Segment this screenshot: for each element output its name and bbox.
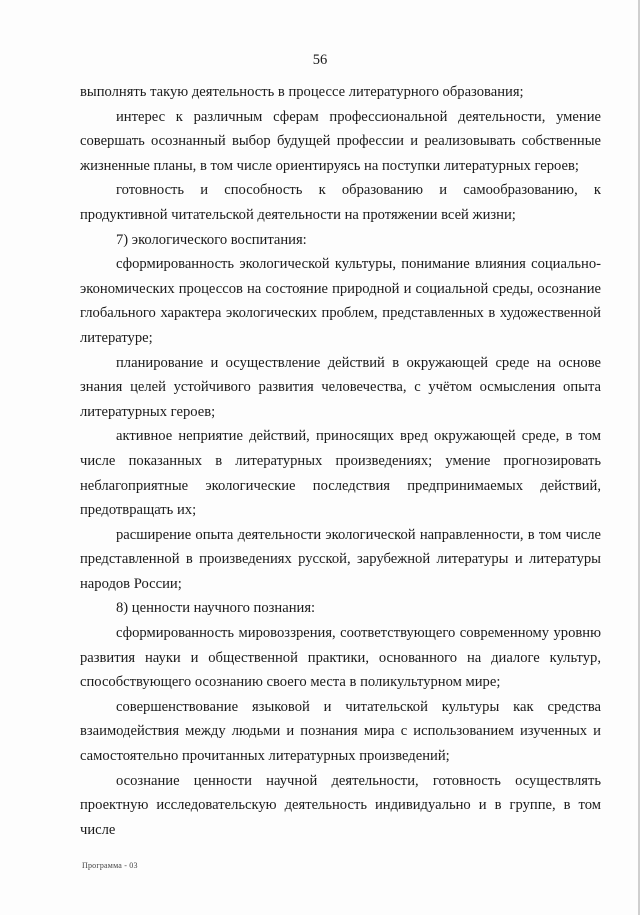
paragraph: готовность и способность к образованию и самообразованию, к продуктивной читательской деятельности на протяжении всей жизни; — [80, 182, 601, 223]
paragraph: сформированность экологической культуры, понимание влияния социально-экономических процессов на состояние природной и социальной среды, осознание глобального характера экологических проблем, представленных в художественной литературе; — [80, 256, 601, 346]
paragraph: расширение опыта деятельности экологической направленности, в том числе представленной в произведениях русской, зарубежной литературы и литературы народов России; — [80, 526, 601, 592]
paragraph: интерес к различным сферам профессиональной деятельности, умение совершать осознанный выбор будущей профессии и реализовывать собственные жизненные планы, в том числе ориентируясь на поступки литературных героев; — [80, 108, 601, 174]
page-number: 56 — [312, 52, 328, 68]
paragraph: совершенствование языковой и читательской культуры как средства взаимодействия между людьми и познания мира с использованием изученных и самостоятельно прочитанных литературных произведений; — [80, 698, 601, 765]
section-heading: 7) экологического воспитания: — [116, 231, 307, 248]
section-heading: 8) ценности научного познания: — [116, 600, 316, 617]
paragraph: активное неприятие действий, приносящих вред окружающей среде, в том числе показанных в литературных произведениях; умение прогнозировать неблагоприятные экологические последствия предпринимаемых действий, предотвращать их; — [80, 428, 601, 519]
footer-label: Программа - 03 — [82, 861, 138, 870]
body-text — [80, 80, 601, 842]
paragraph: осознание ценности научной деятельности, готовность осуществлять проектную исследовательскую деятельность индивидуально и в группе, в том числе — [80, 772, 601, 838]
paragraph: сформированность мировоззрения, соответствующего современному уровню развития науки и общественной практики, основанного на диалоге культур, способствующего осознанию своего места в поликультурном мире; — [80, 625, 601, 691]
paragraph: планирование и осуществление действий в окружающей среде на основе знания целей устойчивого развития человечества, с учётом осмысления опыта литературных героев; — [80, 354, 601, 420]
paragraph: выполнять такую деятельность в процессе литературного образования; — [80, 84, 524, 100]
